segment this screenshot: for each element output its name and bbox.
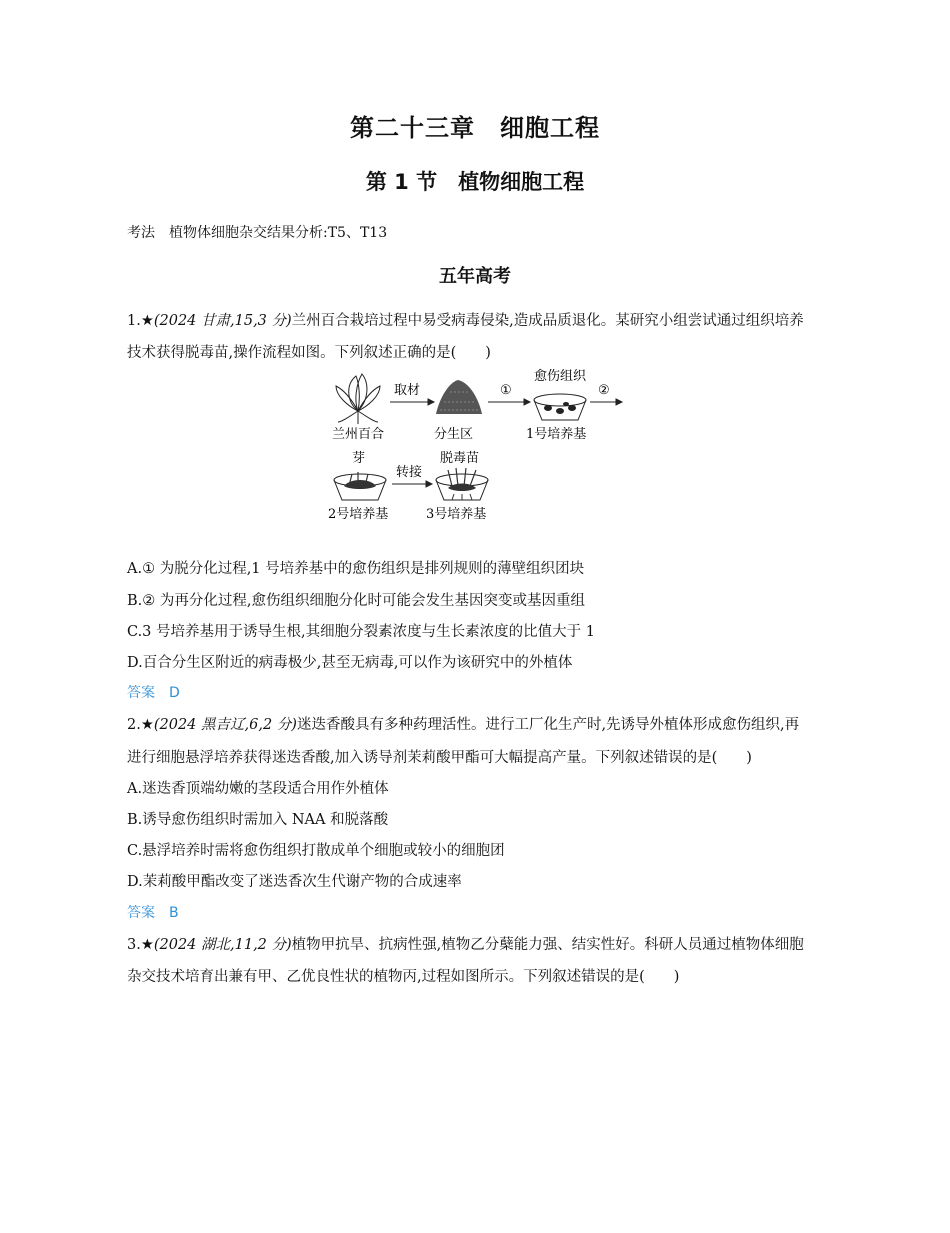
q1-number: 1.★ (127, 313, 154, 329)
label-medium3: 3号培养基 (426, 507, 487, 522)
q1-stem-line1 (127, 309, 804, 330)
section-title: 第 1 节 植物细胞工程 (365, 170, 585, 194)
lily-flower-drawing (336, 374, 380, 424)
q2-option-a: A.迷迭香顶端幼嫩的茎段适合用作外植体 (127, 781, 389, 797)
label-callus: 愈伤组织 (534, 369, 587, 384)
q1-answer-label: 答案 (127, 685, 155, 701)
arrow-step1 (488, 399, 530, 405)
label-transfer: 转接 (396, 465, 423, 480)
label-medium1: 1号培养基 (526, 427, 587, 442)
label-step2: ② (598, 383, 610, 398)
medium2-dish-drawing (334, 472, 386, 500)
method-label: 考法 (127, 225, 155, 241)
chapter-title: 第二十三章 细胞工程 (350, 114, 600, 142)
q3-stem-line2: 杂交技术培育出兼有甲、乙优良性状的植物丙,过程如图所示。下列叙述错误的是( ) (127, 969, 680, 985)
q2-answer-value: B (169, 905, 179, 921)
q2-option-d: D.茉莉酸甲酯改变了迷迭香次生代谢产物的合成速率 (127, 874, 462, 890)
q1-option-a: A.① 为脱分化过程,1 号培养基中的愈伤组织是排列规则的薄壁组织团块 (127, 561, 585, 577)
q1-answer-value: D (169, 685, 180, 701)
medium3-dish-drawing (436, 468, 488, 500)
q2-answer-label: 答案 (127, 905, 155, 921)
q2-stem-text1: 迷迭香酸具有多种药理活性。进行工厂化生产时,先诱导外植体形成愈伤组织,再 (296, 717, 800, 733)
label-lily: 兰州百合 (332, 427, 385, 442)
label-meristem: 分生区 (434, 427, 474, 442)
label-medium2: 2号培养基 (328, 507, 389, 522)
q3-source: (2024 湖北,11,2 分) (153, 937, 292, 953)
label-take: 取材 (394, 383, 421, 398)
label-bud: 芽 (352, 451, 366, 466)
q2-stem-line1 (127, 713, 799, 734)
q1-figure (328, 366, 628, 526)
label-seedling: 脱毒苗 (440, 451, 480, 466)
arrow-step2 (590, 399, 622, 405)
q1-stem-text1: 兰州百合栽培过程中易受病毒侵染,造成品质退化。某研究小组尝试通过组织培养 (291, 313, 804, 329)
meristem-drawing (436, 380, 482, 414)
label-step1: ① (500, 383, 512, 398)
arrow-transfer (392, 481, 432, 487)
q2-answer (127, 902, 179, 922)
arrow-take (390, 399, 434, 405)
q2-source: (2024 黑吉辽,6,2 分) (153, 717, 297, 733)
q3-stem-line1 (127, 933, 804, 954)
subsection-title: 五年高考 (439, 266, 511, 287)
q1-option-d: D.百合分生区附近的病毒极少,甚至无病毒,可以作为该研究中的外植体 (127, 655, 573, 671)
q1-stem-line2: 技术获得脱毒苗,操作流程如图。下列叙述正确的是( ) (127, 345, 491, 361)
method-text: 植物体细胞杂交结果分析:T5、T13 (169, 225, 388, 241)
q2-number: 2.★ (127, 717, 154, 733)
q1-option-b: B.② 为再分化过程,愈伤组织细胞分化时可能会发生基因突变或基因重组 (127, 593, 585, 609)
q3-stem-text1: 植物甲抗旱、抗病性强,植物乙分蘖能力强、结实性好。科研人员通过植物体细胞 (291, 937, 804, 953)
q1-source: (2024 甘肃,15,3 分) (153, 313, 292, 329)
method-line (127, 222, 387, 242)
q1-option-c: C.3 号培养基用于诱导生根,其细胞分裂素浓度与生长素浓度的比值大于 1 (127, 624, 595, 640)
medium1-dish-drawing (534, 394, 586, 420)
q2-option-c: C.悬浮培养时需将愈伤组织打散成单个细胞或较小的细胞团 (127, 843, 505, 859)
q3-number: 3.★ (127, 937, 154, 953)
q1-answer (127, 682, 180, 702)
q2-option-b: B.诱导愈伤组织时需加入 NAA 和脱落酸 (127, 812, 389, 828)
q2-stem-line2: 进行细胞悬浮培养获得迷迭香酸,加入诱导剂茉莉酸甲酯可大幅提高产量。下列叙述错误的是( ) (127, 750, 752, 766)
